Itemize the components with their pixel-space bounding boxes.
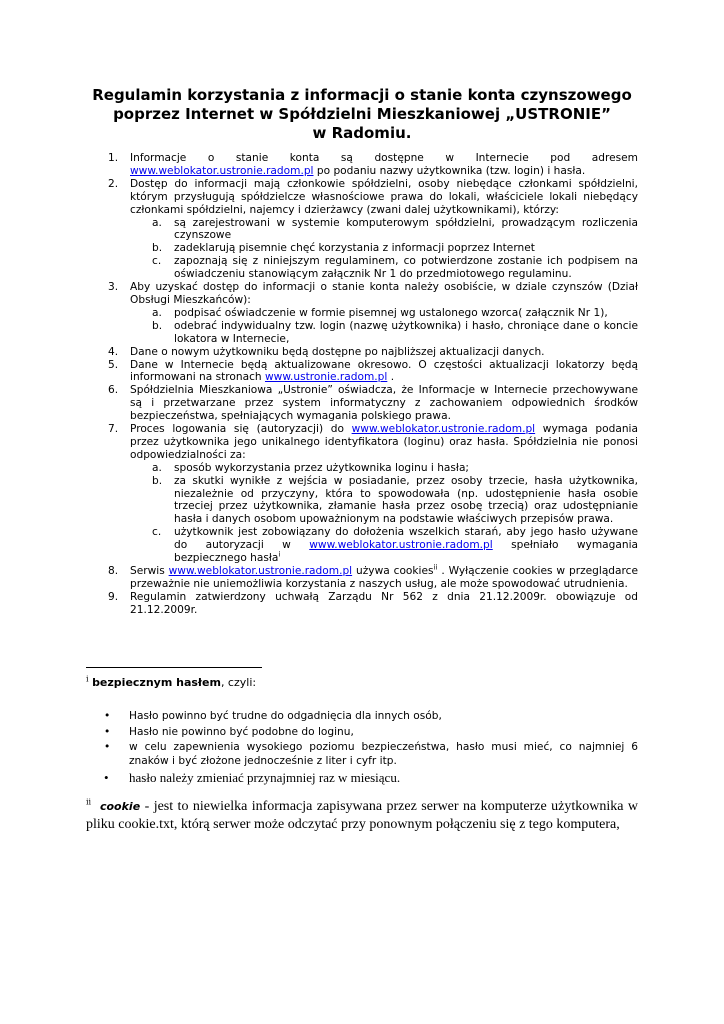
item-text: Regulamin zatwierdzony uchwałą Zarządu Nr 562 z dnia 21.12.2009r. obowiązuje od 21.12.2009r. [130, 590, 638, 616]
footnote-mark: i [86, 674, 89, 684]
item-text: Dane o nowym użytkowniku będą dostępne po najbliższej aktualizacji danych. [130, 345, 545, 358]
item-text: po podaniu nazwy użytkownika (tzw. login) i hasła. [313, 164, 586, 177]
footnote-text: , czyli: [220, 676, 257, 689]
sub-item-3a [0, 307, 724, 320]
bullet-icon: • [104, 725, 111, 738]
list-item-6 [0, 384, 724, 423]
sub-item-7b [0, 475, 724, 527]
item-number: 1. [108, 152, 119, 164]
list-item-9 [0, 591, 724, 617]
list-item [86, 726, 638, 740]
item-text: wymaga podania przez użytkownika jego unikalnego identyfikatora (loginu) oraz hasła. Spółdzielnia nie ponosi odpowiedzialności za: [130, 423, 638, 461]
item-number: 3. [108, 281, 119, 294]
list-item [86, 710, 638, 724]
list-item-5 [0, 359, 724, 385]
footnote-divider [86, 667, 262, 668]
list-item [86, 770, 638, 785]
item-text: Informacje o stanie konta są dostępne w Internecie pod adresem [130, 152, 638, 164]
title-line-1: Regulamin korzystania z informacji o stanie konta czynszowego [92, 86, 632, 104]
item-text: Proces logowania się (autoryzacji) do [130, 423, 352, 436]
item-text: Aby uzyskać dostęp do informacji o stanie konta należy osobiście, w dziale czynszów (Dział Obsługi Mieszkańców): [130, 281, 638, 306]
sub-item-3b [0, 320, 724, 346]
list-item-8 [0, 565, 724, 591]
sub-item-text: zapoznają się z niniejszym regulaminem, co potwierdzone zostanie ich podpisem na oświadczeniu stanowiącym załącznik Nr 1 do przedmiotowego regulaminu. [174, 255, 638, 281]
bullet-text: Hasło nie powinno być podobne do loginu, [129, 725, 354, 738]
title-line-3: w Radomiu. [312, 124, 412, 142]
sub-item-letter: b. [152, 474, 163, 487]
sub-item-letter: a. [152, 306, 162, 319]
sub-item-text: za skutki wynikłe z wejścia w posiadanie, przez osoby trzecie, hasła użytkownika, niezależnie od przyczyny, która to spowodowała (np. udostępnienie hasła osobie trzeciej przez użytkownika, złamanie hasła przez osobę trzecią) oraz udostępnianie hasła i danych osobom upoważnionym na podstawie właściwych przepisów prawa. [174, 474, 638, 526]
weblokator-link[interactable]: www.weblokator.ustronie.radom.pl [351, 423, 536, 436]
bullet-icon: • [104, 710, 111, 722]
sub-item-2b [0, 242, 724, 255]
footnote-term: cookie [99, 800, 141, 813]
list-item-3 [0, 281, 724, 307]
item-number: 9. [108, 590, 119, 603]
bullet-text: Hasło powinno być trudne do odgadnięcia dla innych osób, [129, 710, 442, 722]
sub-item-text: użytkownik jest zobowiązany do dołożenia wszelkich starań, aby jego hasło używane do autoryzacji w [174, 526, 638, 552]
sub-item-text: podpisać oświadczenie w formie pisemnej wg ustalonego wzorca( załącznik Nr 1), [174, 306, 608, 319]
footnote-i [86, 676, 256, 689]
list-item [86, 741, 638, 768]
item-number: 8. [108, 565, 119, 577]
weblokator-link[interactable]: www.weblokator.ustronie.radom.pl [130, 164, 314, 177]
item-text: Dane w Internecie będą aktualizowane okresowo. O częstości aktualizacji lokatorzy będą informowani na stronach [130, 358, 638, 384]
sub-item-text: spełniało wymagania bezpiecznego hasła [174, 539, 639, 565]
list-item-4 [0, 346, 724, 359]
list-item-2 [0, 178, 724, 217]
regulation-list [0, 152, 724, 617]
sub-item-letter: c. [152, 255, 162, 268]
bullet-icon: • [104, 770, 109, 785]
sub-item-letter: b. [152, 242, 163, 255]
item-text: używa cookies [352, 565, 434, 577]
footnote-ref-ii[interactable]: ii [433, 563, 438, 572]
footnote-text: - jest to niewielka informacja zapisywana przez serwer na komputerze użytkownika w pliku cookie.txt, którą serwer może odczytać przy ponownym połączeniu się z tego komputera, [86, 799, 638, 832]
weblokator-link[interactable]: www.weblokator.ustronie.radom.pl [168, 565, 353, 577]
footnote-ii [86, 798, 638, 834]
item-text: . [387, 371, 395, 384]
sub-item-2c [0, 255, 724, 281]
bullet-text: hasło należy zmieniać przynajmniej raz w miesiącu. [129, 770, 401, 785]
sub-item-text: są zarejestrowani w systemie komputerowym spółdzielni, prowadzącym rozliczenia czynszowe [174, 216, 638, 242]
sub-item-letter: a. [152, 216, 162, 229]
sub-item-letter: a. [152, 461, 162, 474]
item-number: 2. [108, 177, 119, 190]
sub-item-text: odebrać indywidualny tzw. login (nazwę użytkownika) i hasło, chroniące dane o koncie lokatora w Internecie, [174, 319, 638, 345]
sub-item-7c [0, 526, 724, 565]
footnote-ref-i[interactable]: i [278, 550, 281, 559]
footnote-term: bezpiecznym hasłem [92, 676, 221, 689]
sub-item-7a [0, 462, 724, 475]
weblokator-link[interactable]: www.weblokator.ustronie.radom.pl [309, 539, 493, 552]
sub-item-text: sposób wykorzystania przez użytkownika loginu i hasła; [174, 461, 470, 474]
title-line-2: poprzez Internet w Spółdzielni Mieszkaniowej „USTRONIE” [113, 105, 611, 123]
sub-item-letter: b. [152, 319, 163, 332]
item-text: Spółdzielnia Mieszkaniowa „Ustronie” oświadcza, że Informacje w Internecie przechowywane są i przetwarzane przez system informatyczny z zachowaniem odpowiednich środków bezpieczeństwa, spełniających wymagania polskiego prawa. [130, 384, 638, 423]
password-rules-list [86, 710, 638, 787]
bullet-text: w celu zapewnienia wysokiego poziomu bezpieczeństwa, hasło musi mieć, co najmniej 6 znaków i być złożone jednocześnie z liter i cyfr itp. [129, 741, 638, 767]
item-text: . Wyłączenie cookies w przeglądarce przeważnie nie uniemożliwia korzystania z naszych usług, ale może spowodować utrudnienia. [130, 565, 638, 590]
sub-item-letter: c. [152, 526, 162, 539]
item-number: 7. [108, 423, 119, 436]
item-number: 6. [108, 384, 119, 397]
item-number: 5. [108, 358, 119, 371]
item-text: Dostęp do informacji mają członkowie spółdzielni, osoby niebędące członkami spółdzielni, którym przysługują spółdzielcze własnościowe prawa do lokali, właściciele lokali niebędący członkami spółdzielni, najemcy i dzierżawcy (zwani dalej użytkownikami), którzy: [130, 177, 638, 216]
item-text: Serwis [130, 565, 169, 577]
sub-item-2a [0, 217, 724, 243]
footnote-mark: ii [86, 797, 92, 807]
document-title [90, 86, 634, 143]
list-item-7 [0, 423, 724, 462]
bullet-icon: • [104, 741, 111, 753]
sub-item-text: zadeklarują pisemnie chęć korzystania z informacji poprzez Internet [174, 242, 535, 255]
item-number: 4. [108, 345, 119, 358]
ustronie-link[interactable]: www.ustronie.radom.pl [264, 371, 388, 384]
list-item-1 [0, 152, 724, 178]
